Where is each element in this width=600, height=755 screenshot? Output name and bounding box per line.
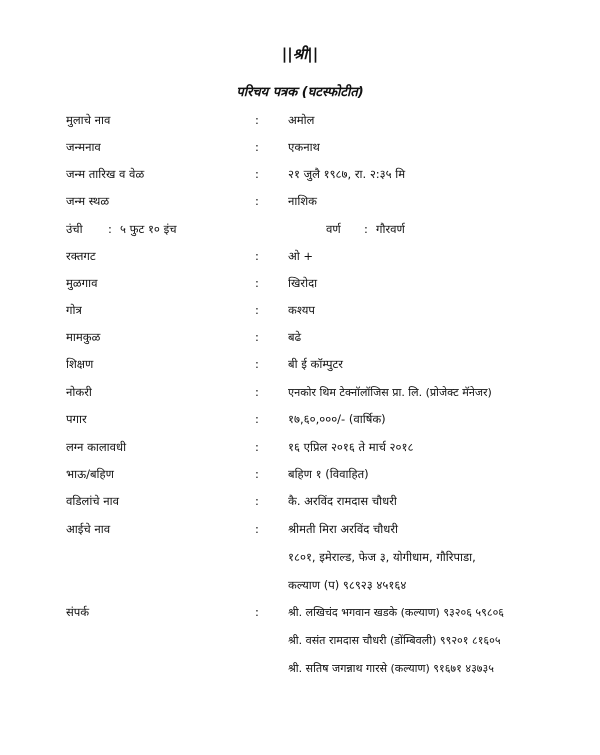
field-colon: :: [255, 113, 259, 127]
field-colon: :: [255, 194, 259, 208]
field-value: अमोल: [288, 113, 315, 127]
field-value: ओ +: [288, 249, 314, 263]
field-row-salary: [0, 412, 600, 432]
complexion-label: वर्ण: [326, 222, 341, 236]
field-row-marriage-period: [0, 440, 600, 460]
contact-entry: श्री. वसंत रामदास चौधरी (डोंम्बिवली) ९९२०१ ८१६०५: [288, 634, 501, 647]
field-value: बहिण १ (विवाहित): [288, 467, 369, 481]
field-value: कश्यप: [288, 303, 315, 317]
field-label: मुळगाव: [66, 276, 98, 290]
field-value: २१ जुलै १९८७, रा. २:३५ मि: [288, 167, 406, 181]
field-value: श्रीमती मिरा अरविंद चौधरी: [288, 522, 399, 536]
field-value: नाशिक: [288, 194, 317, 208]
field-value: बी ई कॉम्पुटर: [288, 357, 344, 371]
field-colon: :: [255, 303, 259, 317]
field-label: मुलाचे नाव: [66, 113, 111, 127]
field-label: संपर्क: [66, 605, 90, 619]
field-colon: :: [255, 357, 259, 371]
address-line: कल्याण (प) ९८९२३ ४५१६४: [288, 578, 407, 592]
field-row-mother-name: [0, 522, 600, 542]
field-label: शिक्षण: [66, 357, 94, 371]
field-label: जन्मनाव: [66, 140, 101, 154]
contact-entry: श्री. सतिष जगन्नाथ गारसे (कल्याण) ९१६७१ ४३७३५: [288, 662, 494, 675]
field-colon: :: [108, 222, 112, 236]
field-value: खिरोदा: [288, 276, 318, 290]
page-subtitle: परिचय पत्रक (घटस्फोटीत): [236, 85, 364, 100]
field-row-mamkul: [0, 330, 600, 350]
field-row-contact: [0, 605, 600, 625]
field-label: भाऊ/बहिण: [66, 467, 114, 481]
field-colon: :: [255, 330, 259, 344]
field-colon: :: [255, 605, 259, 619]
field-label: लग्न कालावधी: [66, 440, 127, 454]
field-colon: :: [255, 412, 259, 426]
field-value: एनकोर थिम टेक्नॉलॉजिस प्रा. लि. (प्रोजेक्ट मॅनेजर): [288, 386, 492, 399]
field-label: जन्म तारिख व वेळ: [66, 167, 145, 181]
field-colon: :: [364, 222, 368, 236]
complexion-value: गौरवर्ण: [376, 222, 405, 236]
address-line: १८०१, इमेराल्ड, फेज ३, योगीधाम, गौरिपाडा,: [288, 550, 476, 564]
contact-entry: श्री. लखिचंद भगवान खडके (कल्याण) ९३२०६ ५९८०६: [288, 606, 505, 619]
field-label: जन्म स्थळ: [66, 194, 110, 208]
field-row-education: [0, 357, 600, 377]
field-row-birth-name: [0, 140, 600, 160]
field-value: एकनाथ: [288, 140, 320, 154]
field-value: १७,६०,०००/- (वार्षिक): [288, 412, 386, 426]
field-row-blood-group: [0, 249, 600, 269]
field-row-name: [0, 113, 600, 133]
page-title: ||श्री||: [281, 45, 319, 63]
field-row-birth-date: [0, 167, 600, 187]
field-colon: :: [255, 249, 259, 263]
field-colon: :: [255, 440, 259, 454]
field-label: गोत्र: [66, 303, 82, 317]
field-row-father-name: [0, 494, 600, 514]
field-label: वडिलांचे नाव: [66, 494, 120, 508]
field-value: कै. अरविंद रामदास चौधरी: [288, 494, 397, 508]
field-row-siblings: [0, 467, 600, 487]
field-colon: :: [255, 522, 259, 536]
field-label: नोकरी: [66, 385, 92, 399]
field-colon: :: [255, 167, 259, 181]
field-row-height: [0, 222, 600, 242]
field-colon: :: [255, 467, 259, 481]
field-colon: :: [255, 140, 259, 154]
field-label: मामकुळ: [66, 330, 101, 344]
field-colon: :: [255, 494, 259, 508]
field-value: बढे: [288, 330, 302, 344]
height-label: उंची: [66, 222, 83, 236]
field-row-gotra: [0, 303, 600, 323]
height-value: ५ फुट १० इंच: [120, 222, 177, 236]
field-row-job: [0, 385, 600, 405]
field-label: रक्तगट: [66, 249, 96, 263]
field-row-native-place: [0, 276, 600, 296]
field-colon: :: [255, 276, 259, 290]
field-label: पगार: [66, 412, 87, 426]
field-label: आईचे नाव: [66, 522, 111, 536]
field-row-birth-place: [0, 194, 600, 214]
field-value: १६ एप्रिल २०१६ ते मार्च २०१८: [288, 440, 414, 454]
field-colon: :: [255, 385, 259, 399]
